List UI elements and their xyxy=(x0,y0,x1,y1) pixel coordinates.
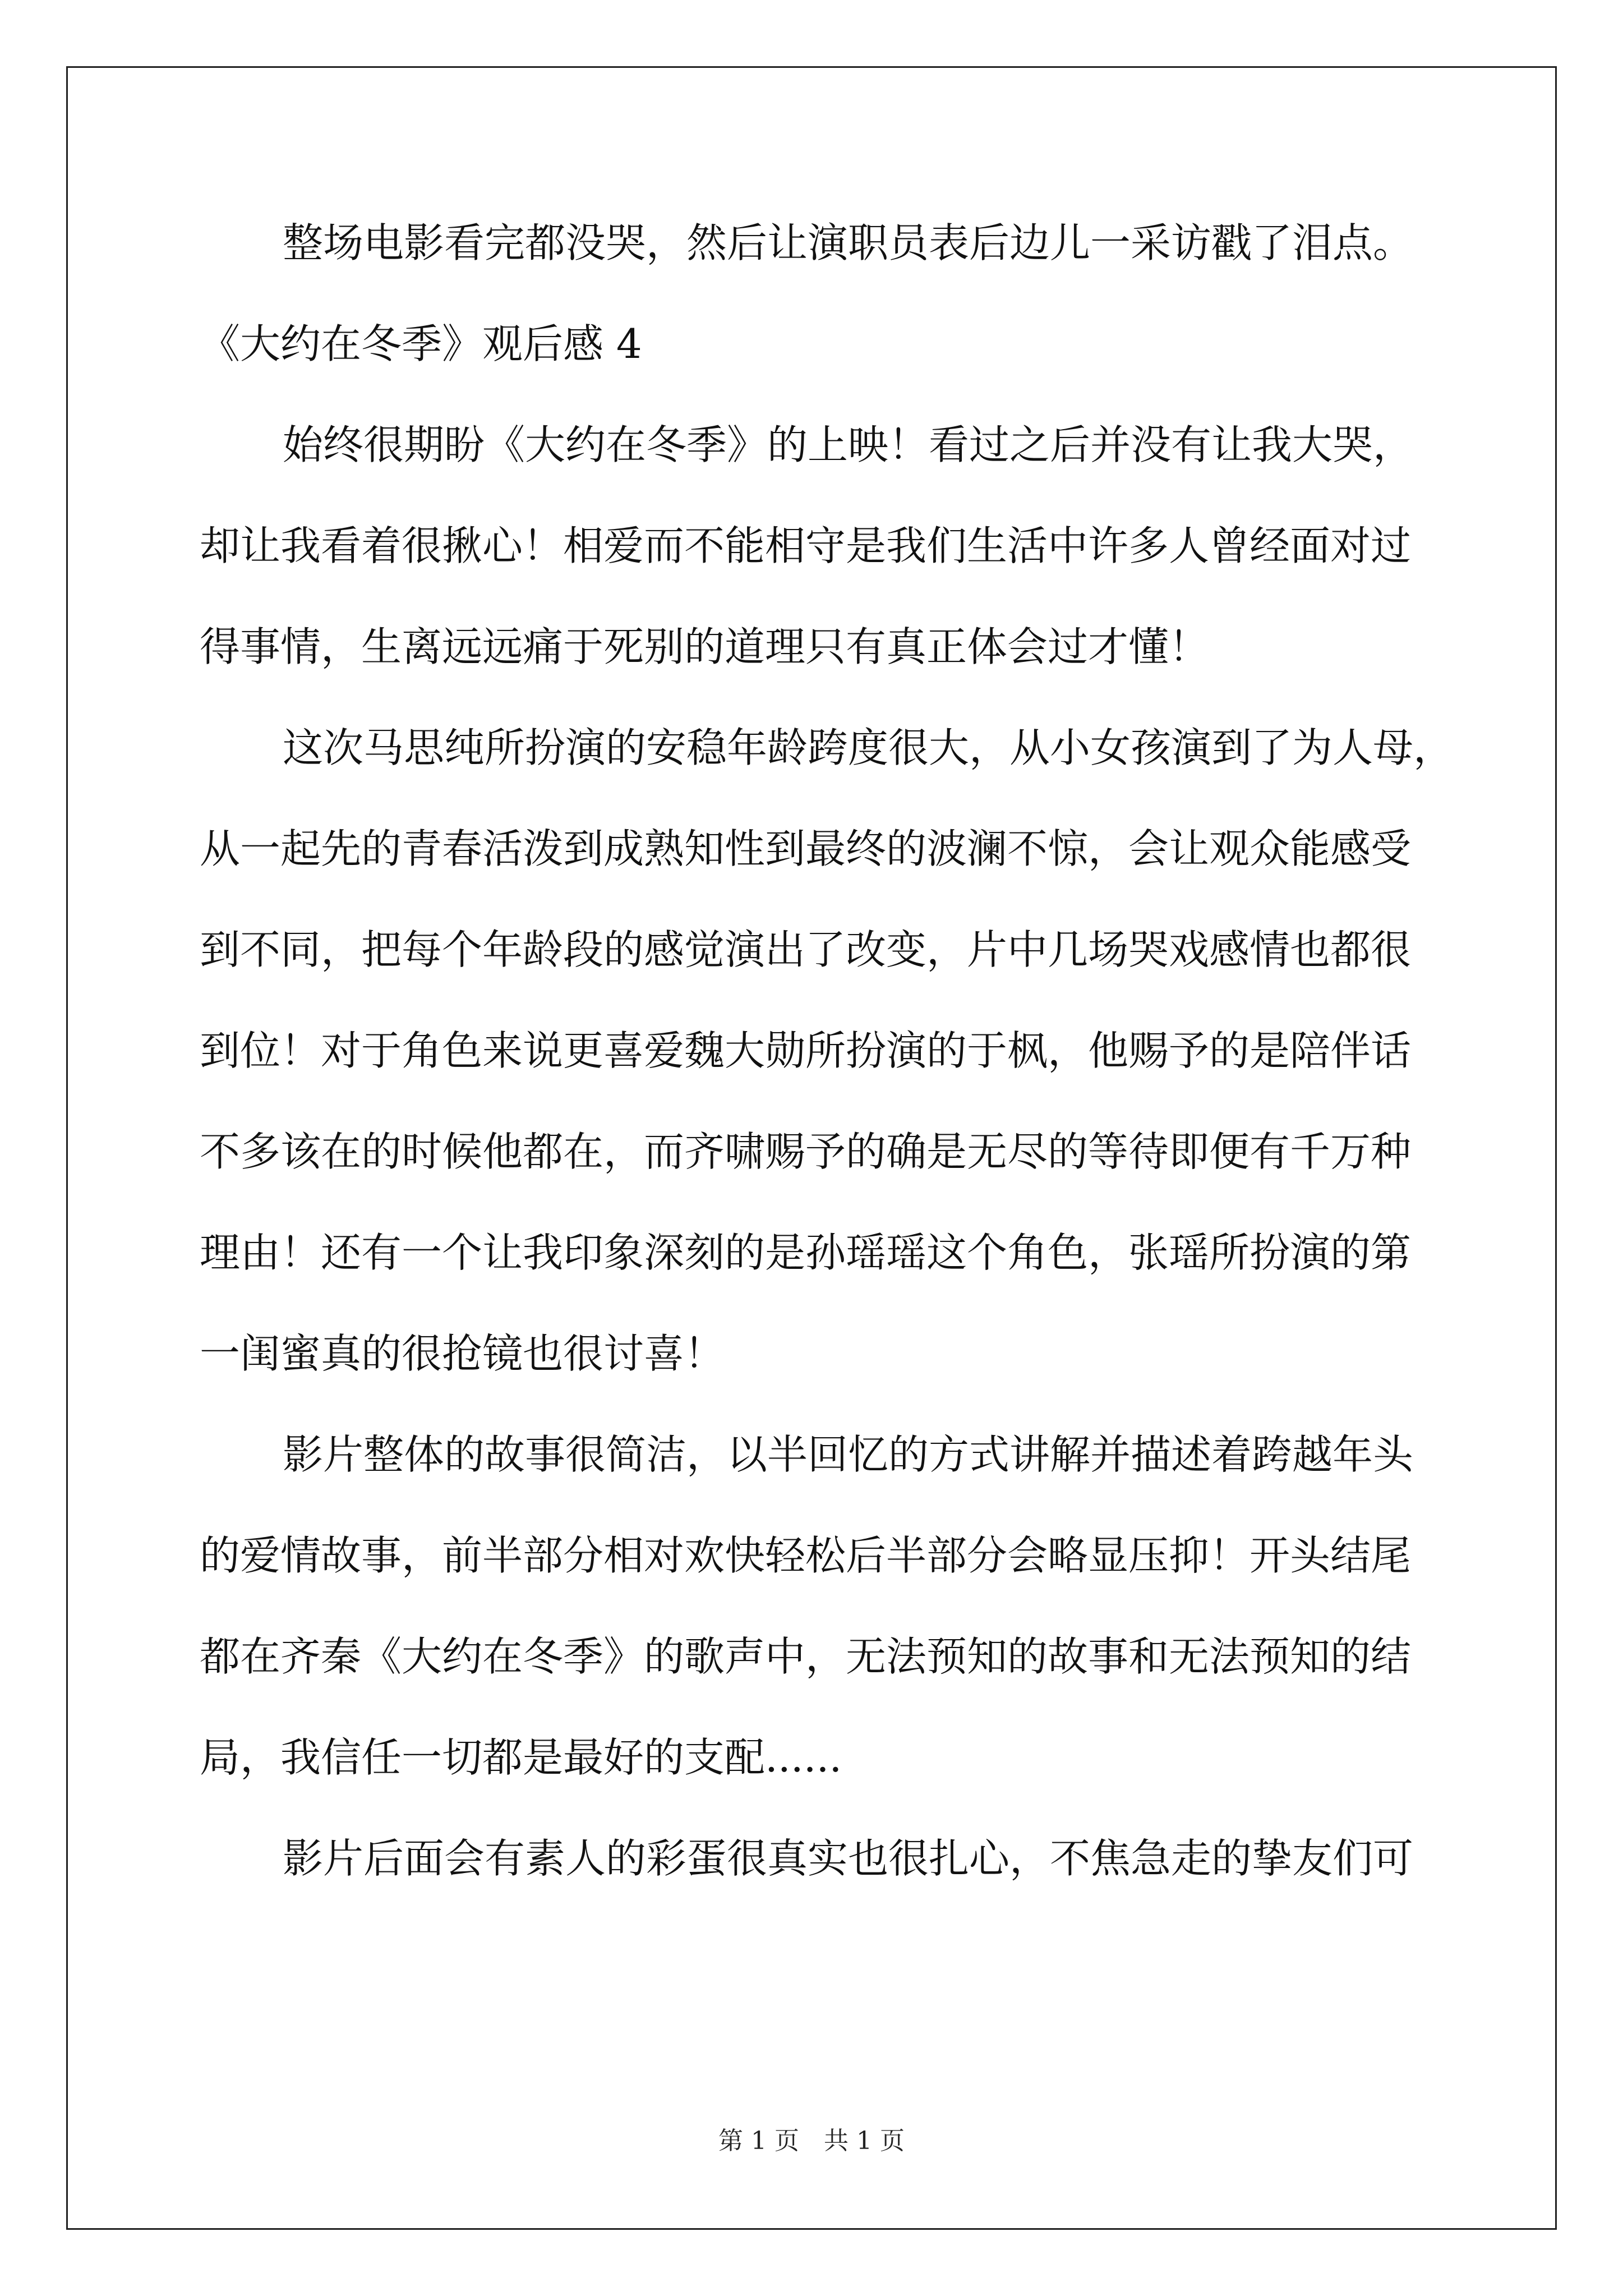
text-line: 却让我看着很揪心！相爱而不能相守是我们生活中许多人曾经面对过 xyxy=(200,522,1412,569)
text-line: 到不同，把每个年龄段的感觉演出了改变，片中几场哭戏感情也都很 xyxy=(200,926,1412,973)
text-line: 始终很期盼《大约在冬季》的上映！看过之后并没有让我大哭， xyxy=(283,421,1414,468)
text-line: 影片整体的故事很简洁，以半回忆的方式讲解并描述着跨越年头 xyxy=(283,1431,1414,1478)
paragraph xyxy=(200,216,1454,270)
text-line: 都在齐秦《大约在冬季》的歌声中，无法预知的故事和无法预知的结 xyxy=(200,1633,1412,1680)
text-line: 不多该在的时候他都在，而齐啸赐予的确是无尽的等待即便有千万种 xyxy=(200,1128,1412,1175)
text-line: 到位！对于角色来说更喜爱魏大勋所扮演的于枫，他赐予的是陪伴话 xyxy=(200,1027,1412,1074)
text-line: 理由！还有一个让我印象深刻的是孙瑶瑶这个角色，张瑶所扮演的第 xyxy=(200,1229,1412,1276)
page-footer xyxy=(0,2120,1623,2156)
section-heading xyxy=(200,317,1454,371)
text-line: 一闺蜜真的很抢镜也很讨喜！ xyxy=(200,1330,725,1377)
text-line: 影片后面会有素人的彩蛋很真实也很扎心，不焦急走的挚友们可 xyxy=(283,1835,1414,1882)
page-number: 第 1 页 共 1 页 xyxy=(718,2127,905,2155)
text-line: 局，我信任一切都是最好的支配...... xyxy=(200,1734,842,1781)
paragraph xyxy=(200,1428,1454,1784)
heading-text: 《大约在冬季》观后感 4 xyxy=(200,320,642,367)
document-body xyxy=(200,216,1454,1932)
text-line: 的爱情故事，前半部分相对欢快轻松后半部分会略显压抑！开头结尾 xyxy=(200,1532,1412,1579)
paragraph xyxy=(200,721,1454,1381)
paragraph xyxy=(200,418,1454,674)
text-line: 整场电影看完都没哭，然后让演职员表后边儿一采访戳了泪点。 xyxy=(283,219,1414,266)
paragraph xyxy=(200,1832,1454,1885)
text-line: 这次马思纯所扮演的安稳年龄跨度很大，从小女孩演到了为人母， xyxy=(283,724,1454,771)
text-line: 从一起先的青春活泼到成熟知性到最终的波澜不惊，会让观众能感受 xyxy=(200,825,1412,872)
text-line: 得事情，生离远远痛于死别的道理只有真正体会过才懂！ xyxy=(200,623,1210,670)
